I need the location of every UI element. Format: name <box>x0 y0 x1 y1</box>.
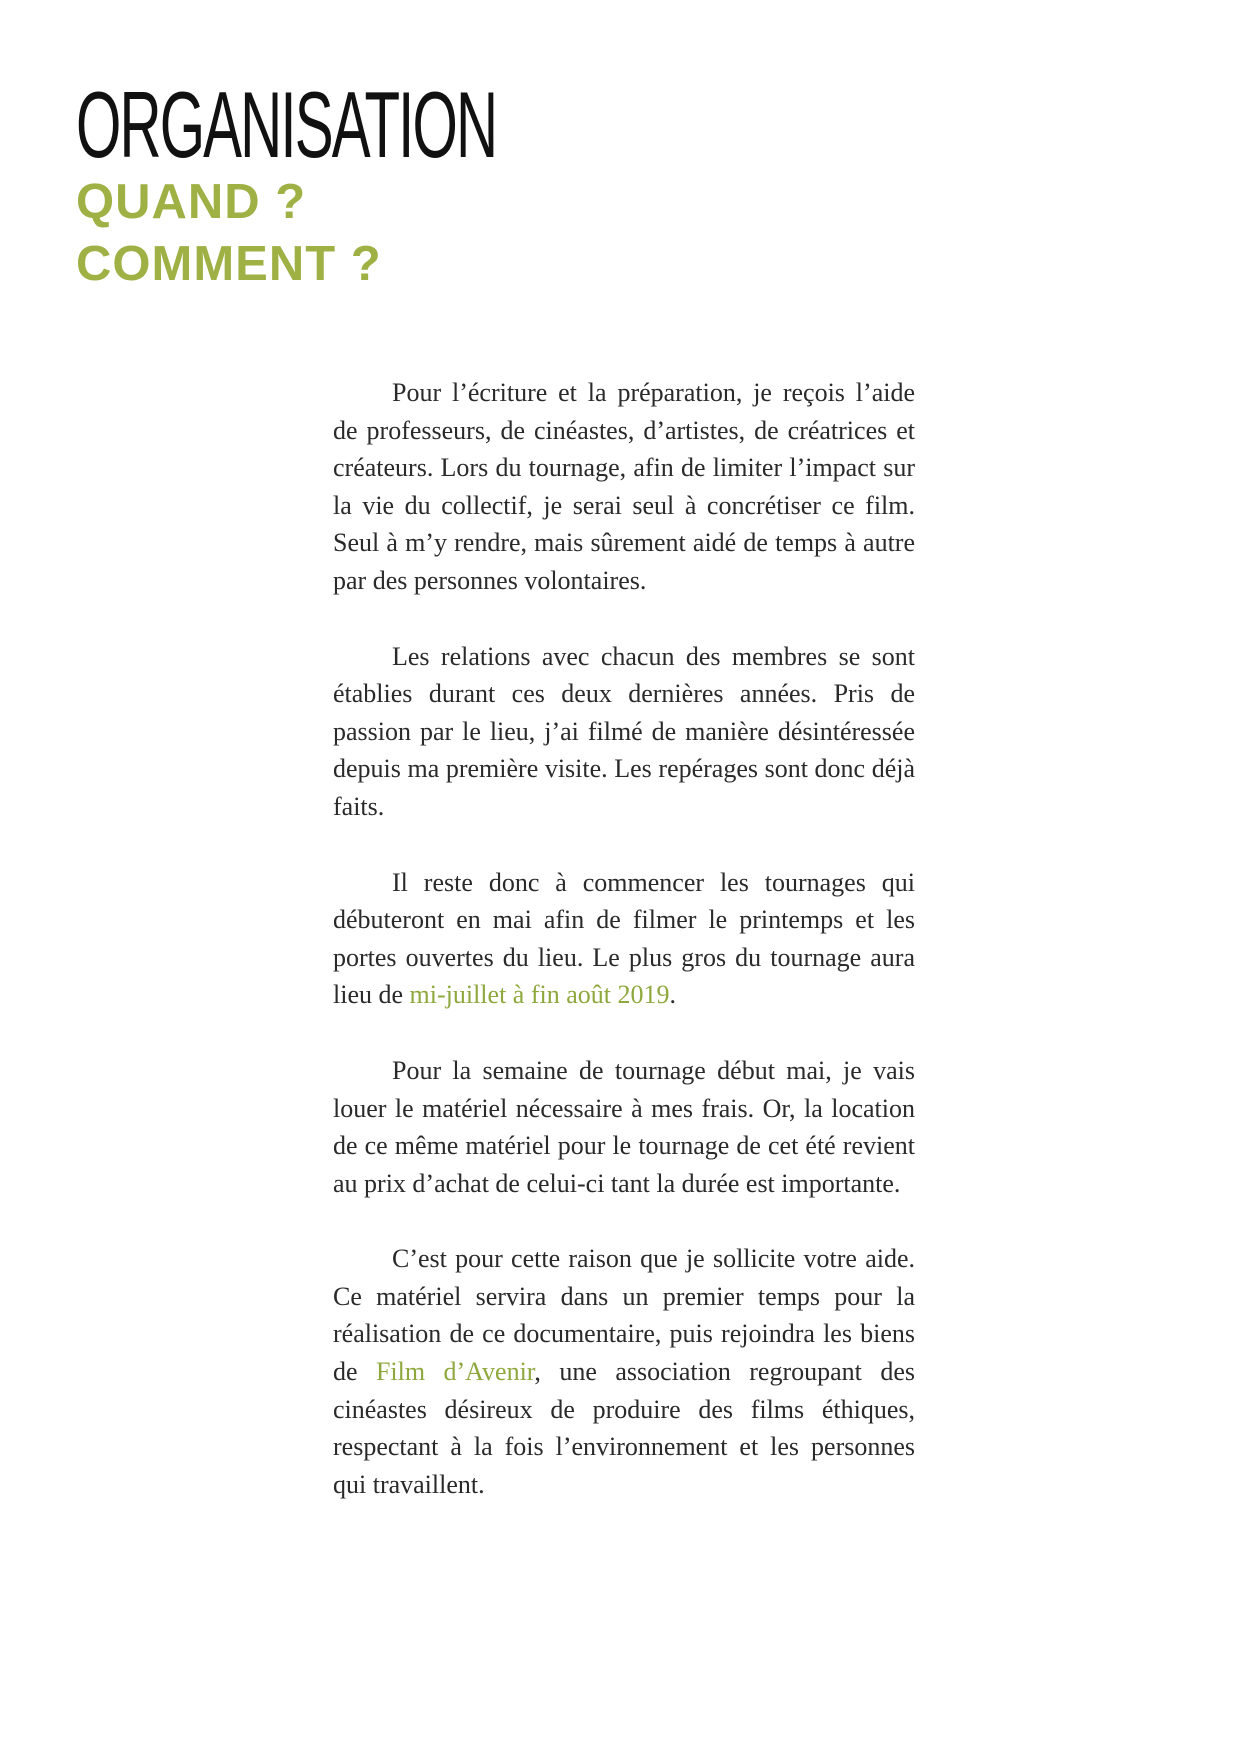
paragraph-schedule-text: Il reste donc à commencer les tournages qui débuteront en mai afin de filmer le printemps et les portes ouvertes du lieu. Le plus gros du tournage aura lieu de <box>333 867 915 1010</box>
paragraph-request-end: , une association regroupant des cinéastes désireux de produire des films éthiques, respectant à la fois l’environnement et les personnes qui travaillent. <box>333 1357 915 1499</box>
paragraph-schedule-end: . <box>669 980 676 1010</box>
association-name-highlight: Film d’Avenir <box>375 1357 535 1387</box>
page-title: ORGANISATION <box>76 72 497 177</box>
paragraph-request <box>333 1240 915 1503</box>
subtitle-when: QUAND ? <box>76 175 307 229</box>
subtitle-how: COMMENT ? <box>76 237 382 291</box>
paragraph-equipment: Pour la semaine de tournage début mai, je vais louer le matériel nécessaire à mes frais. Or, la location de ce même matériel pour le tournage de cet été revient au prix d’achat de celui-ci tant la durée est importante. <box>333 1055 915 1198</box>
paragraph-preparation: Pour l’écriture et la préparation, je reçois l’aide de professeurs, de cinéastes, d’artistes, de créatrices et créateurs. Lors du tournage, afin de limiter l’impact sur la vie du collectif, je serai seul à concrétiser ce film. Seul à m’y rendre, mais sûrement aidé de temps à autre par des personnes volontaires. <box>333 378 915 595</box>
schedule-dates-highlight: mi-juillet à fin août 2019 <box>409 980 670 1010</box>
body-text <box>333 374 915 1503</box>
paragraph-schedule <box>333 864 915 1014</box>
paragraph-request-text: C’est pour cette raison que je sollicite votre aide. Ce matériel servira dans un premier temps pour la réalisation de ce documentaire, puis rejoindra les biens de <box>333 1244 915 1387</box>
paragraph-relations: Les relations avec chacun des membres se sont établies durant ces deux dernières années. Pris de passion par le lieu, j’ai filmé de manière désintéressée depuis ma première visite. Les repérages sont donc déjà faits. <box>333 641 915 821</box>
